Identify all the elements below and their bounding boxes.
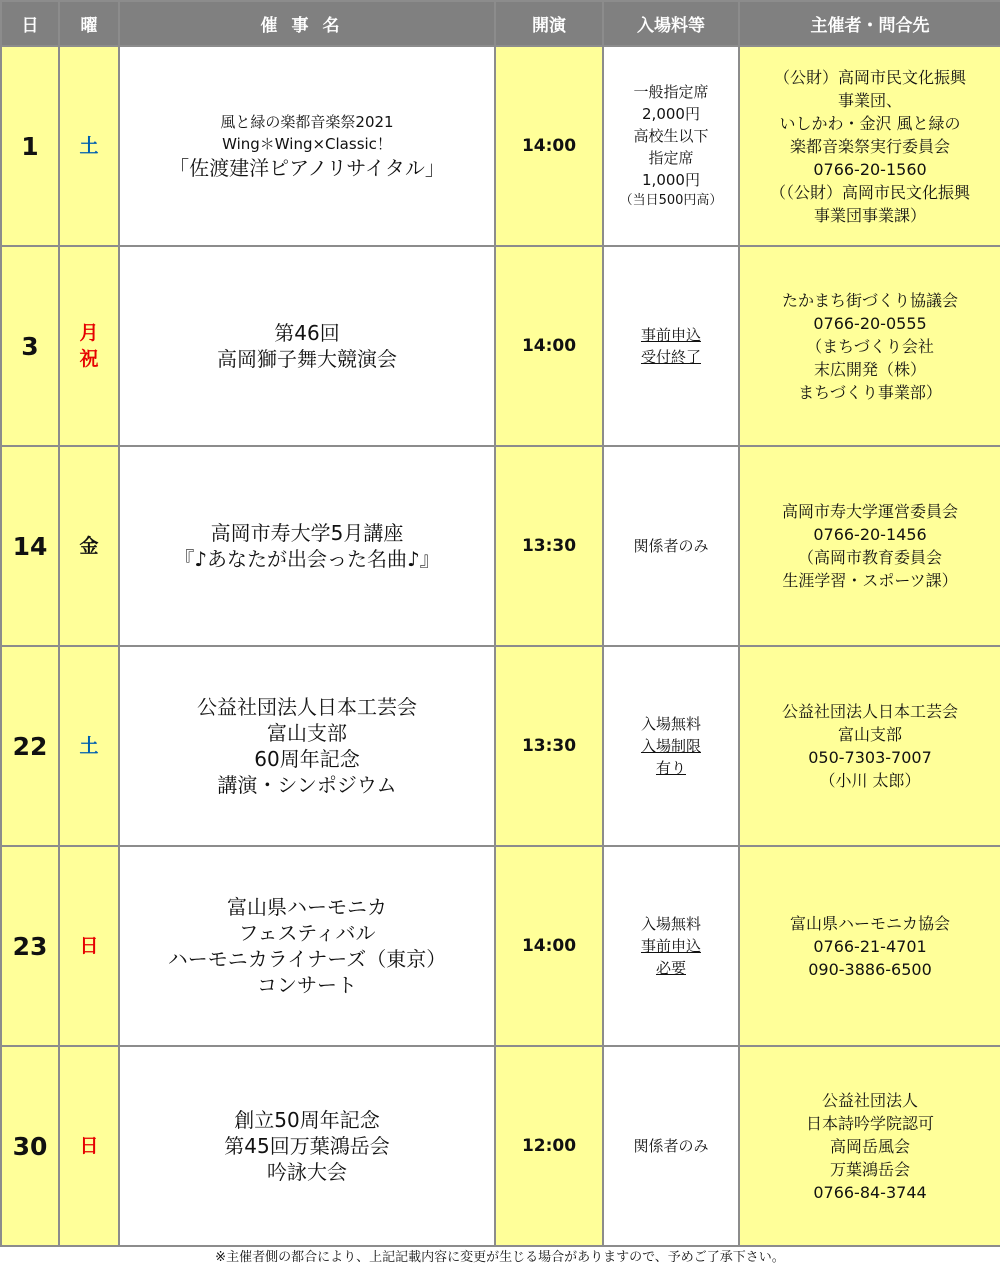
day-number: 3 bbox=[21, 331, 39, 361]
weekday-cell bbox=[59, 246, 119, 446]
event-title: フェスティバル bbox=[238, 921, 376, 945]
event-title: 「佐渡建洋ピアノリサイタル」 bbox=[169, 156, 445, 180]
event-row bbox=[1, 246, 1000, 446]
organizer-line: 事業団、 bbox=[837, 90, 902, 110]
event-subtitle: Wing＊Wing×Classic！ bbox=[222, 135, 392, 153]
event-name-cell bbox=[119, 246, 495, 446]
organizer-line: 事業団事業課） bbox=[813, 205, 926, 225]
event-title: 公益社団法人日本工芸会 bbox=[197, 695, 417, 719]
weekday-cell bbox=[59, 846, 119, 1046]
event-title: 富山支部 bbox=[267, 721, 347, 745]
day-number: 23 bbox=[12, 931, 48, 961]
day-cell bbox=[1, 46, 59, 246]
event-title: 第45回万葉鴻岳会 bbox=[224, 1134, 390, 1158]
weekday-cell bbox=[59, 1046, 119, 1246]
organizer-line: （（公財）高岡市民文化振興 bbox=[769, 182, 970, 202]
footnote: ※主催者側の都合により、上記記載内容に変更が生じる場合がありますので、予めご了承下さい。 bbox=[215, 1250, 785, 1265]
start-time: 13:30 bbox=[521, 536, 577, 556]
organizer-cell bbox=[739, 46, 1000, 246]
start-time-cell bbox=[495, 846, 603, 1046]
fee-note: 事前申込 bbox=[640, 326, 701, 344]
organizer-cell bbox=[739, 1046, 1000, 1246]
fee-text: 入場無料 bbox=[640, 915, 701, 933]
event-row bbox=[1, 846, 1000, 1046]
event-name-cell bbox=[119, 1046, 495, 1246]
weekday-cell bbox=[59, 446, 119, 646]
organizer-cell bbox=[739, 846, 1000, 1046]
event-row bbox=[1, 646, 1000, 846]
fee-text: 関係者のみ bbox=[633, 537, 709, 555]
event-title: 講演・シンポジウム bbox=[217, 773, 397, 797]
header-row bbox=[1, 1, 1000, 46]
weekday-cell bbox=[59, 46, 119, 246]
event-title: 創立50周年記念 bbox=[234, 1108, 380, 1132]
fee-small-note: （当日500円高） bbox=[619, 193, 723, 208]
weekday-label: 月 bbox=[79, 322, 99, 344]
organizer-cell bbox=[739, 446, 1000, 646]
start-time-cell bbox=[495, 646, 603, 846]
organizer-line: 0766-20-1560 bbox=[813, 159, 927, 179]
day-number: 30 bbox=[12, 1131, 48, 1161]
organizer-line: 公益社団法人 bbox=[821, 1090, 918, 1110]
weekday-label: 祝 bbox=[79, 348, 99, 370]
event-name-cell bbox=[119, 46, 495, 246]
organizer-line: 日本詩吟学院認可 bbox=[805, 1113, 934, 1133]
organizer-line: 生涯学習・スポーツ課） bbox=[782, 571, 958, 590]
weekday-label: 日 bbox=[79, 1135, 99, 1157]
weekday-cell bbox=[59, 646, 119, 846]
day-cell bbox=[1, 846, 59, 1046]
start-time-cell bbox=[495, 1046, 603, 1246]
event-title: ハーモニカライナーズ（東京） bbox=[167, 947, 447, 971]
start-time-cell bbox=[495, 46, 603, 246]
day-number: 22 bbox=[12, 731, 48, 761]
header-day: 日 bbox=[1, 1, 59, 46]
organizer-line: 高岡岳風会 bbox=[829, 1136, 910, 1156]
fee-text: 関係者のみ bbox=[633, 1137, 709, 1155]
day-cell bbox=[1, 1046, 59, 1246]
event-title: 高岡市寿大学5月講座 bbox=[210, 521, 404, 545]
event-name-cell bbox=[119, 846, 495, 1046]
organizer-line: いしかわ・金沢 風と緑の bbox=[779, 113, 961, 133]
fee-cell bbox=[603, 646, 739, 846]
header-event: 催事名 bbox=[119, 1, 495, 46]
organizer-line: （高岡市教育委員会 bbox=[797, 548, 942, 567]
organizer-line: 万葉鴻岳会 bbox=[829, 1159, 910, 1179]
organizer-line: 0766-20-1456 bbox=[813, 525, 927, 544]
event-title: 『♪あなたが出会った名曲♪』 bbox=[174, 547, 440, 571]
header-fee: 入場料等 bbox=[603, 1, 739, 46]
event-title: 富山県ハーモニカ bbox=[227, 895, 387, 919]
header-weekday: 曜 bbox=[59, 1, 119, 46]
weekday-label: 金 bbox=[79, 535, 99, 557]
organizer-line: まちづくり事業部） bbox=[798, 382, 942, 402]
fee-text: 一般指定席 bbox=[633, 83, 709, 101]
event-name-cell bbox=[119, 446, 495, 646]
weekday-label: 日 bbox=[79, 935, 99, 957]
event-title: 吟詠大会 bbox=[267, 1160, 347, 1184]
day-cell bbox=[1, 246, 59, 446]
fee-cell bbox=[603, 46, 739, 246]
day-number: 14 bbox=[12, 531, 48, 561]
organizer-line: 050-7303-7007 bbox=[808, 748, 932, 767]
event-title: 60周年記念 bbox=[254, 747, 360, 771]
organizer-cell bbox=[739, 646, 1000, 846]
fee-text: 入場無料 bbox=[640, 715, 701, 733]
organizer-line: 末広開発（株） bbox=[813, 359, 926, 379]
header-organizer: 主催者・問合先 bbox=[739, 1, 1000, 46]
organizer-line: 0766-20-0555 bbox=[813, 313, 927, 333]
start-time: 14:00 bbox=[521, 136, 577, 156]
start-time-cell bbox=[495, 446, 603, 646]
fee-cell bbox=[603, 1046, 739, 1246]
organizer-line: （まちづくり会社 bbox=[806, 336, 934, 356]
organizer-cell bbox=[739, 246, 1000, 446]
event-name-cell bbox=[119, 646, 495, 846]
fee-text: 1,000円 bbox=[642, 171, 700, 189]
fee-cell bbox=[603, 246, 739, 446]
day-cell bbox=[1, 446, 59, 646]
organizer-line: たかまち街づくり協議会 bbox=[781, 290, 958, 310]
event-row bbox=[1, 46, 1000, 246]
fee-cell bbox=[603, 446, 739, 646]
start-time: 12:00 bbox=[521, 1136, 577, 1156]
day-cell bbox=[1, 646, 59, 846]
event-subtitle: 風と緑の楽都音楽祭2021 bbox=[220, 113, 394, 131]
weekday-label: 土 bbox=[79, 135, 99, 157]
organizer-line: 楽都音楽祭実行委員会 bbox=[789, 136, 950, 156]
organizer-line: 富山県ハーモニカ協会 bbox=[789, 913, 950, 933]
start-time: 14:00 bbox=[521, 336, 577, 356]
event-row bbox=[1, 1046, 1000, 1246]
weekday-label: 土 bbox=[79, 735, 99, 757]
organizer-line: （小川 太郎） bbox=[819, 771, 921, 790]
event-title: コンサート bbox=[257, 973, 357, 997]
fee-text: 指定席 bbox=[648, 149, 694, 167]
event-row bbox=[1, 446, 1000, 646]
header-time: 開演 bbox=[495, 1, 603, 46]
start-time: 13:30 bbox=[521, 736, 577, 756]
fee-note: 必要 bbox=[655, 959, 686, 977]
organizer-line: 0766-84-3744 bbox=[813, 1182, 927, 1202]
organizer-line: 富山支部 bbox=[837, 725, 902, 744]
start-time: 14:00 bbox=[521, 936, 577, 956]
fee-note: 事前申込 bbox=[640, 937, 701, 955]
organizer-line: （公財）高岡市民文化振興 bbox=[773, 67, 966, 87]
fee-cell bbox=[603, 846, 739, 1046]
start-time-cell bbox=[495, 246, 603, 446]
fee-note: 受付終了 bbox=[640, 348, 701, 366]
event-title: 高岡獅子舞大競演会 bbox=[217, 347, 397, 371]
fee-note: 入場制限 bbox=[640, 737, 701, 755]
day-number: 1 bbox=[21, 131, 39, 161]
organizer-line: 090-3886-6500 bbox=[808, 959, 932, 979]
fee-text: 高校生以下 bbox=[633, 127, 709, 145]
organizer-line: 高岡市寿大学運営委員会 bbox=[781, 502, 958, 521]
fee-text: 2,000円 bbox=[642, 105, 700, 123]
organizer-line: 0766-21-4701 bbox=[813, 936, 927, 956]
event-title: 第46回 bbox=[274, 321, 340, 345]
fee-note: 有り bbox=[655, 759, 686, 777]
organizer-line: 公益社団法人日本工芸会 bbox=[781, 702, 958, 721]
